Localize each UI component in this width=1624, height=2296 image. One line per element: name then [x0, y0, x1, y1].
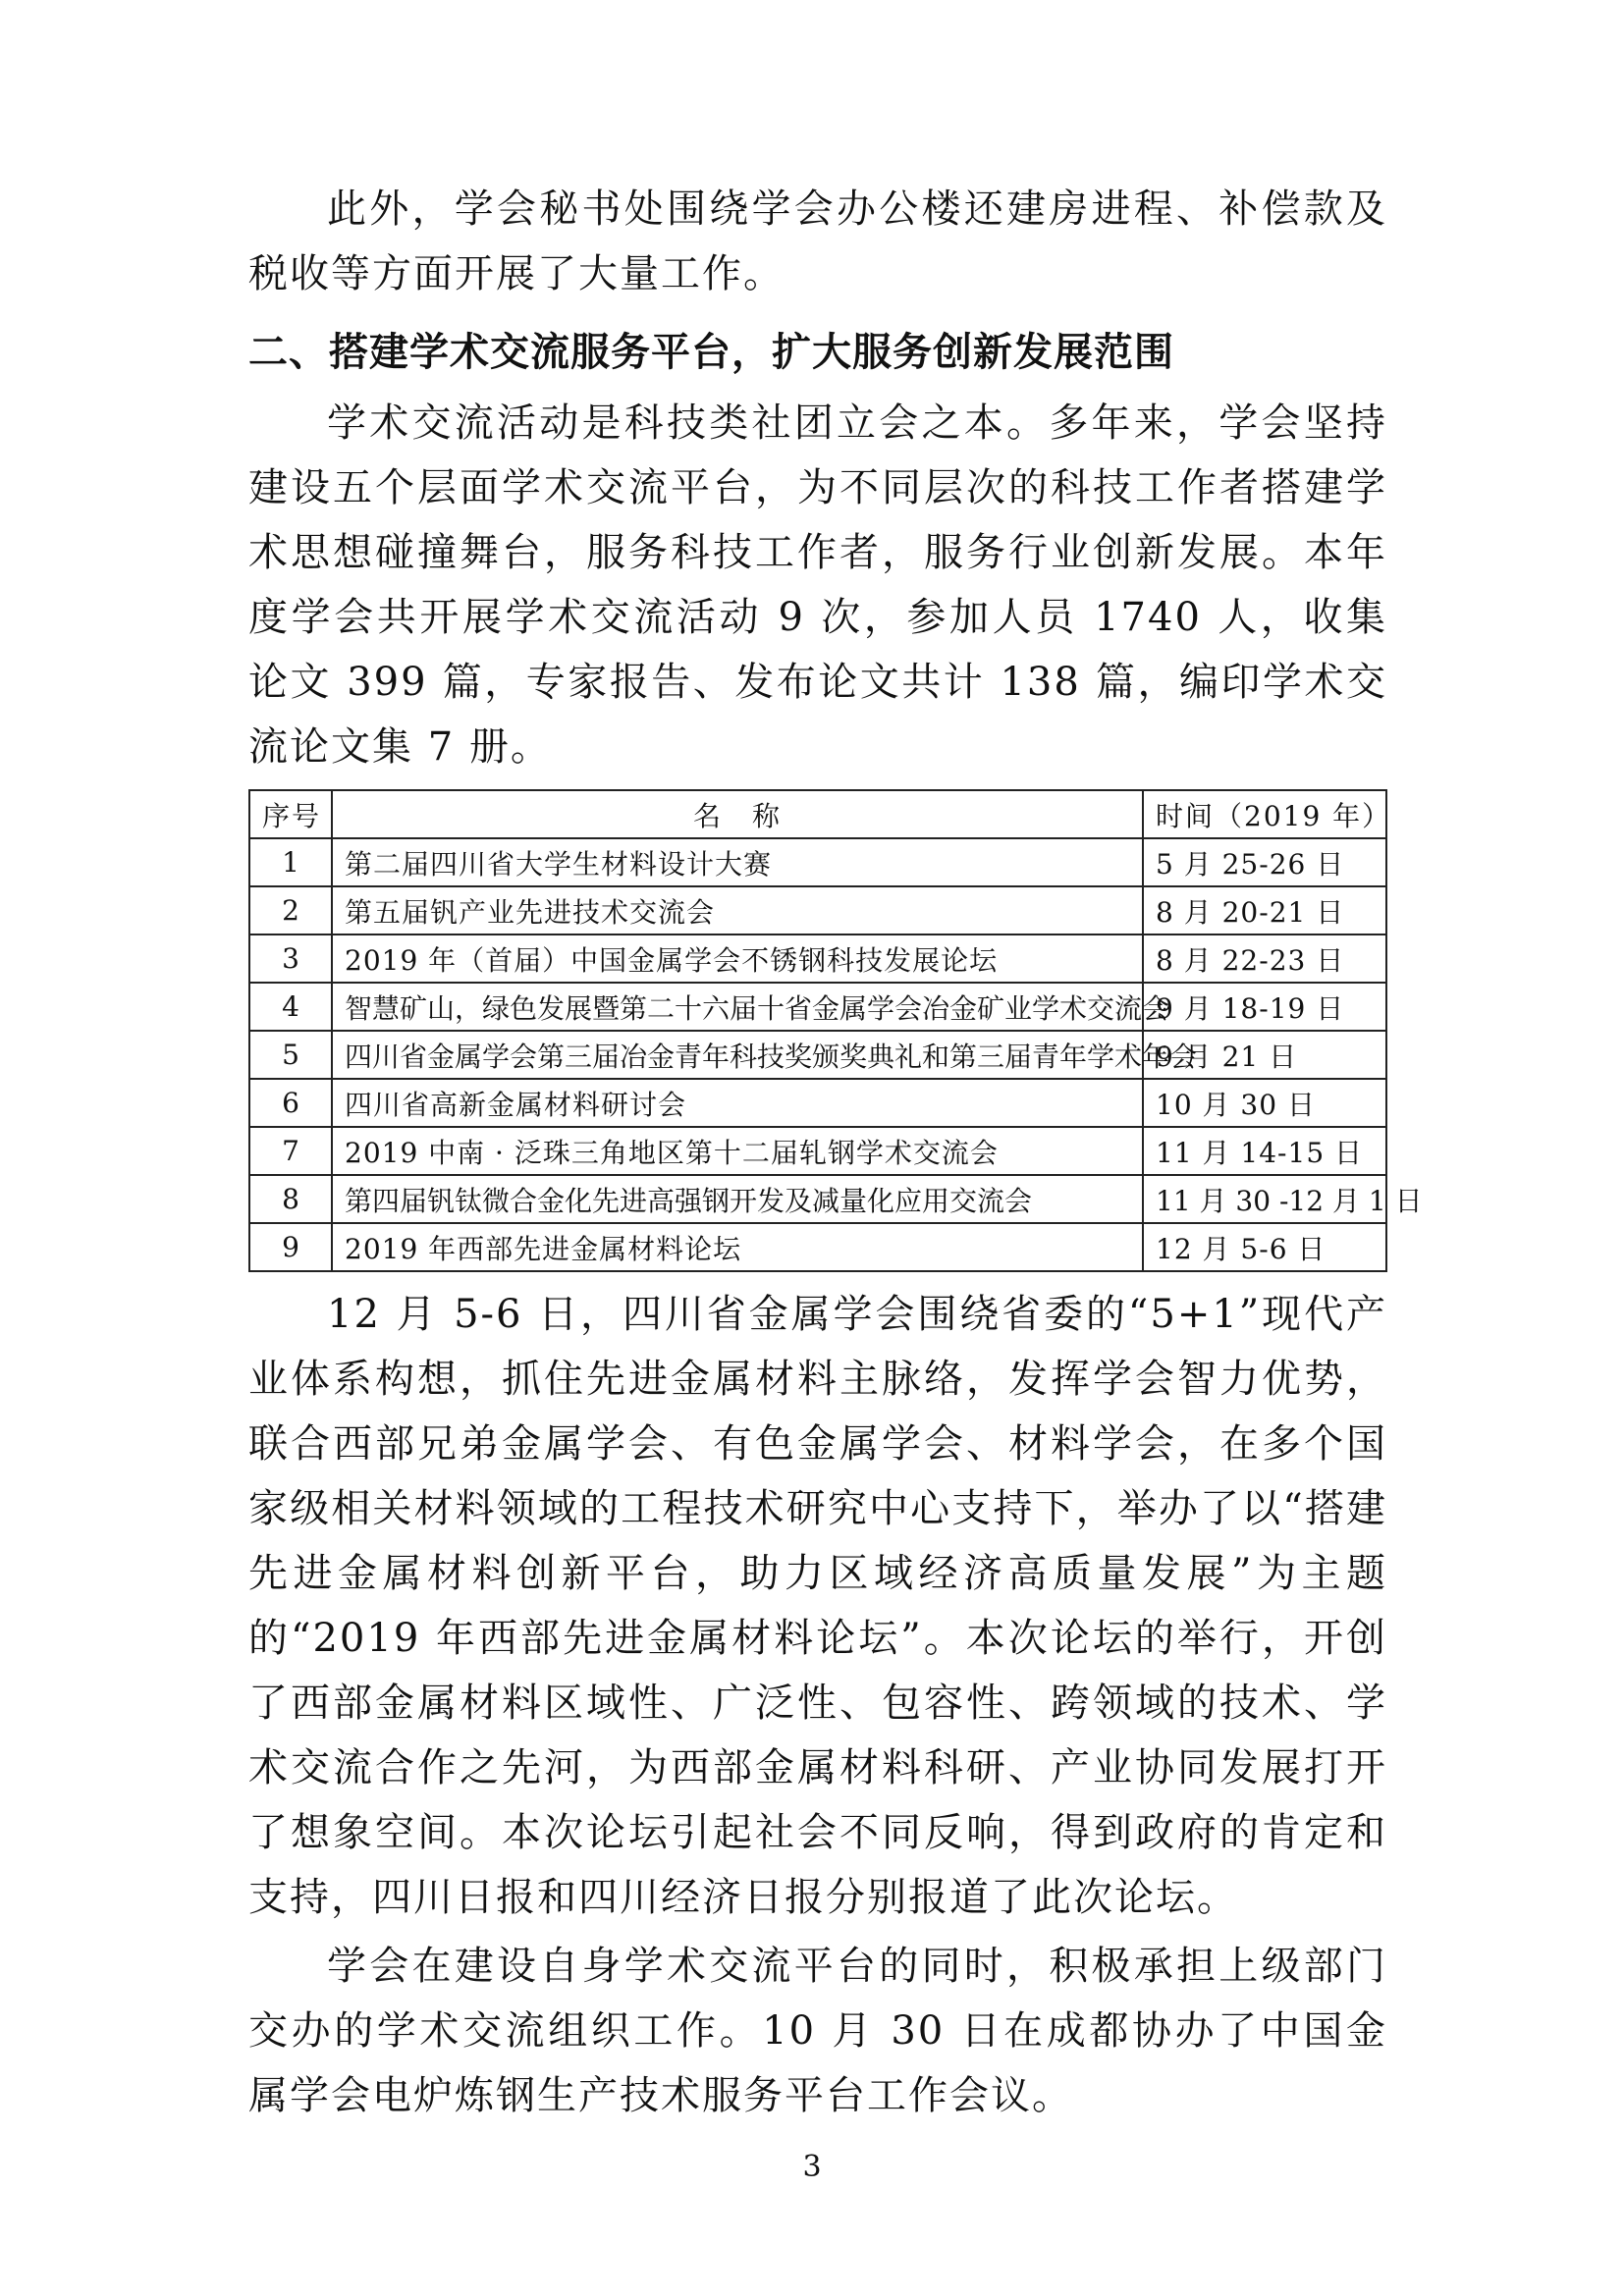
row-event-name: 智慧矿山，绿色发展暨第二十六届十省金属学会冶金矿业学术交流会	[332, 983, 1143, 1031]
row-number: 1	[249, 838, 332, 886]
row-number: 2	[249, 886, 332, 934]
table-row	[249, 886, 1386, 934]
row-date: 12 月 5-6 日	[1143, 1223, 1386, 1271]
row-event-name: 四川省高新金属材料研讨会	[332, 1079, 1143, 1127]
table-row	[249, 983, 1386, 1031]
table-row	[249, 838, 1386, 886]
row-date: 10 月 30 日	[1143, 1079, 1386, 1127]
row-number: 7	[249, 1127, 332, 1175]
row-number: 5	[249, 1031, 332, 1079]
row-date: 9 月 21 日	[1143, 1031, 1386, 1079]
row-event-name: 四川省金属学会第三届冶金青年科技奖颁奖典礼和第三届青年学术年会	[332, 1031, 1143, 1079]
table-row	[249, 1079, 1386, 1127]
row-number: 4	[249, 983, 332, 1031]
header-number: 序号	[249, 790, 332, 838]
row-event-name: 2019 年西部先进金属材料论坛	[332, 1223, 1143, 1271]
row-number: 9	[249, 1223, 332, 1271]
paragraph-section-intro: 学术交流活动是科技类社团立会之本。多年来，学会坚持建设五个层面学术交流平台，为不同层次的科技工作者搭建学术思想碰撞舞台，服务科技工作者，服务行业创新发展。本年度学会共开展学术交流活动 9 次，参加人员 1740 人，收集论文 399 篇，专家报告、发布论文共计 138 篇，编印学术交流论文集 7 册。	[248, 400, 1387, 770]
table-header-row	[249, 790, 1386, 838]
row-date: 9 月 18-19 日	[1143, 983, 1386, 1031]
row-date: 8 月 22-23 日	[1143, 934, 1386, 983]
row-date: 5 月 25-26 日	[1143, 838, 1386, 886]
row-event-name: 第五届钒产业先进技术交流会	[332, 886, 1143, 934]
row-date: 11 月 30 -12 月 1 日	[1143, 1175, 1386, 1223]
table-row	[249, 1223, 1386, 1271]
row-date: 11 月 14-15 日	[1143, 1127, 1386, 1175]
header-name: 名 称	[332, 790, 1143, 838]
paragraph-office-building: 此外，学会秘书处围绕学会办公楼还建房进程、补偿款及税收等方面开展了大量工作。	[248, 187, 1387, 296]
row-event-name: 2019 中南 · 泛珠三角地区第十二届轧钢学术交流会	[332, 1127, 1143, 1175]
paragraph-platform-work: 学会在建设自身学术交流平台的同时，积极承担上级部门交办的学术交流组织工作。10 月 30 日在成都协办了中国金属学会电炉炼钢生产技术服务平台工作会议。	[248, 1944, 1387, 2118]
paragraph-western-forum: 12 月 5-6 日，四川省金属学会围绕省委的“5+1”现代产业体系构想，抓住先进金属材料主脉络，发挥学会智力优势，联合西部兄弟金属学会、有色金属学会、材料学会，在多个国家级相关材料领域的工程技术研究中心支持下，举办了以“搭建先进金属材料创新平台，助力区域经济高质量发展”为主题的“2019 年西部先进金属材料论坛”。本次论坛的举行，开创了西部金属材料区域性、广泛性、包容性、跨领域的技术、学术交流合作之先河，为西部金属材料科研、产业协同发展打开了想象空间。本次论坛引起社会不同反响，得到政府的肯定和支持，四川日报和四川经济日报分别报道了此次论坛。	[248, 1292, 1387, 1920]
table-row	[249, 1127, 1386, 1175]
row-number: 6	[249, 1079, 332, 1127]
row-number: 3	[249, 934, 332, 983]
row-event-name: 2019 年（首届）中国金属学会不锈钢科技发展论坛	[332, 934, 1143, 983]
page-number: 3	[802, 2150, 822, 2184]
section-heading: 二、搭建学术交流服务平台，扩大服务创新发展范围	[248, 330, 1174, 375]
table-row	[249, 1175, 1386, 1223]
header-date: 时间（2019 年）	[1143, 790, 1386, 838]
document-page	[248, 177, 1423, 2128]
row-event-name: 第二届四川省大学生材料设计大赛	[332, 838, 1143, 886]
table-row	[249, 934, 1386, 983]
table-row	[249, 1031, 1386, 1079]
row-event-name: 第四届钒钛微合金化先进高强钢开发及减量化应用交流会	[332, 1175, 1143, 1223]
row-date: 8 月 20-21 日	[1143, 886, 1386, 934]
row-number: 8	[249, 1175, 332, 1223]
events-table	[248, 789, 1423, 1272]
